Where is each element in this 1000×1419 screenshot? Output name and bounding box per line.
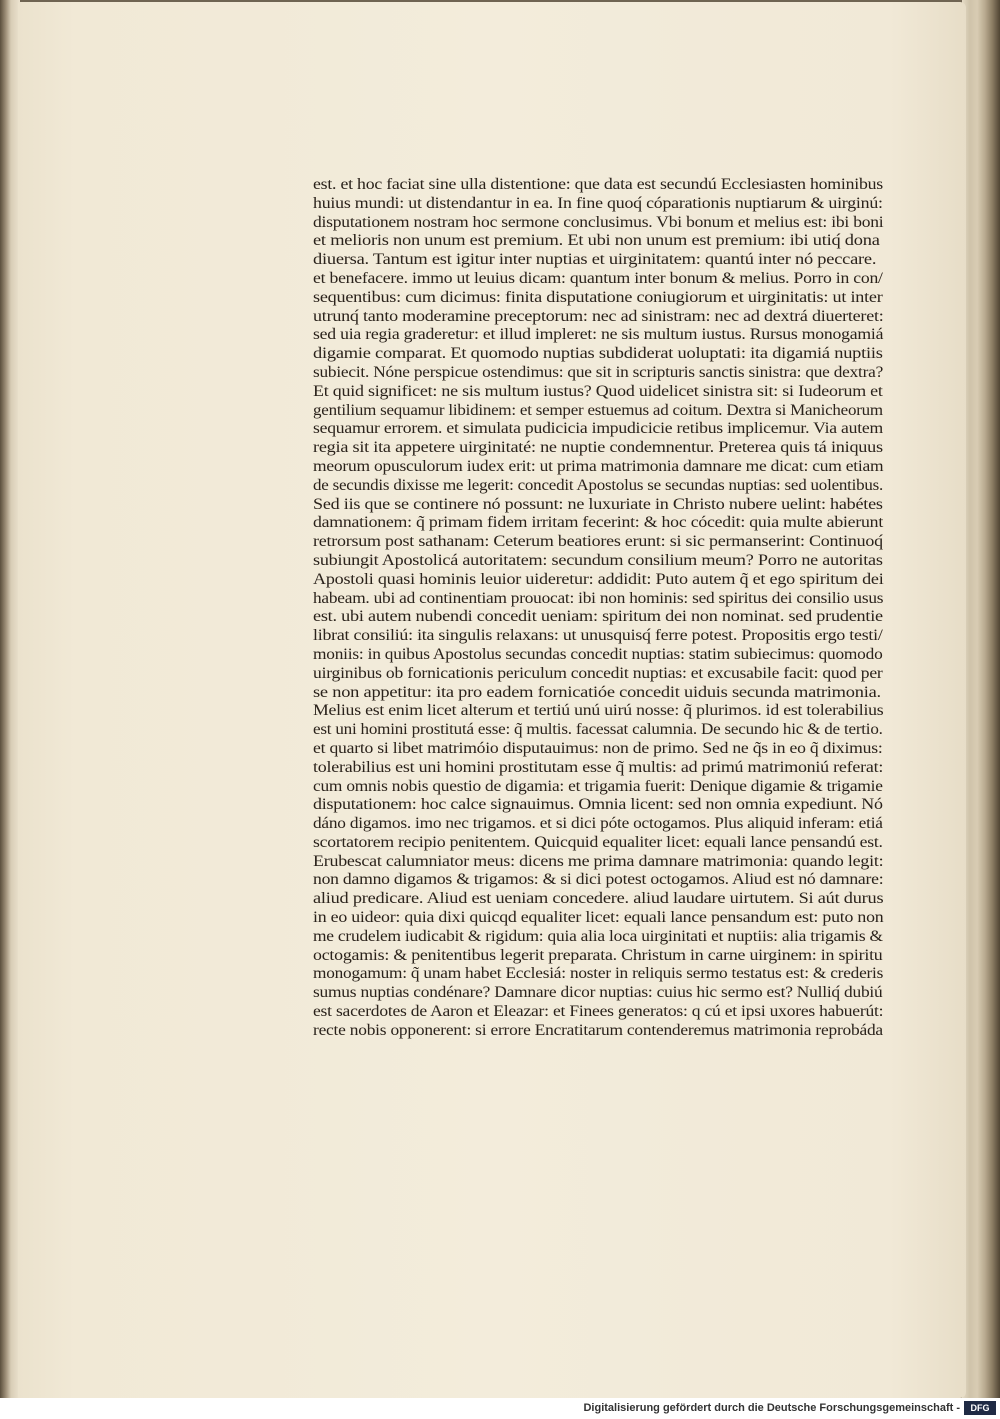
text-line: sed uia regia graderetur: et illud impleret: ne sis multum iustus. Rursus monogamiá <box>313 326 884 344</box>
text-line: tolerabilius est uni homini prostitutam esse q̃ multis: ad primú matrimoniú referat: <box>313 758 884 776</box>
footer-bar <box>0 1398 1000 1419</box>
text-line: disputationem nostram hoc sermone conclusimus. Vbi bonum et melius est: ibi boni <box>313 213 884 231</box>
text-line: sequentibus: cum dicimus: finita disputatione coniugiorum et uirginitatis: ut inter <box>313 288 883 306</box>
text-line: librat consiliú: ita singulis relaxans: ut unusquisq́ ferre potest. Propositis ergo testi/ <box>313 627 883 645</box>
text-line: Sed iis que se continere nó possunt: ne luxuriate in Christo nubere uelint: habétes <box>313 495 883 513</box>
text-line: monogamum: q̃ unam habet Ecclesiá: noster in reliquis sermo testatus est: & crederis <box>313 965 884 983</box>
text-line: et melioris non unum est premium. Et ubi non unum est premium: ibi utiq́ dona <box>313 232 880 250</box>
text-line: disputationem: hoc calce signauimus. Omnia licent: sed non omnia expediunt. Nó <box>313 796 883 814</box>
stacked-page-edges-left <box>0 0 20 1398</box>
text-line: scortatorem recipio penitentem. Quicquid equaliter licet: equali lance pensandú est. <box>313 833 883 851</box>
text-line: Erubescat calumniator meus: dicens me prima damnare matrimonia: quando legit: <box>313 852 884 870</box>
text-line: uirginibus ob fornicationis periculum concedit nuptias: et excusabile facit: quod per <box>313 664 883 682</box>
text-line: subiecit. Nóne perspicue ostendimus: que sit in scripturis sanctis sinistra: que dextra? <box>313 363 884 381</box>
dfg-logo: DFG <box>964 1401 996 1415</box>
page-text <box>313 176 883 1041</box>
footer-credit: Digitalisierung gefördert durch die Deutsche Forschungsgemeinschaft - <box>583 1402 960 1414</box>
text-line: cum omnis nobis questio de digamia: et trigamia fuerit: Denique digamie & trigamie <box>313 777 883 795</box>
text-line: me crudelem iudicabit & rigidum: quia alia loca uirginitati et nuptiis: alia trigamis & <box>313 927 883 945</box>
text-line: sequamur errorem. et simulata pudicicia impudicicie retibus implicemur. Via autem <box>313 420 883 438</box>
text-line: dáno digamos. imo nec trigamos. et si dici póte octogamos. Plus aliquid inferam: etiá <box>313 815 883 833</box>
text-line: huius mundi: ut distendantur in ea. In fine quoq́ cóparationis nuptiarum & uirginú: <box>313 194 883 212</box>
text-line: in eo uideor: quia dixi quicqd equaliter licet: equali lance pensandum est: puto non <box>313 909 884 927</box>
text-line: et benefacere. immo ut leuius dicam: quantum inter bonum & melius. Porro in con/ <box>313 269 883 287</box>
text-line: retrorsum post sathanam: Ceterum beatiores erunt: si sic permanserint: Continuoq́ <box>313 533 883 551</box>
text-line: sumus nuptias condénare? Damnare dicor nuptias: cuius hic sermo est? Nulliq́ dubiú <box>313 984 883 1002</box>
text-line: Apostoli quasi hominis leuior uideretur: addidit: Puto autem q̃ et ego spiritum dei <box>313 570 884 588</box>
text-line: est uni homini prostitutá esse: q̃ multis. facessat calumnia. De secundo hic & de tertio. <box>313 721 883 739</box>
text-line: meorum opusculorum iudex erit: ut prima matrimonia damnare me dicat: cum etiam <box>313 457 884 475</box>
text-line: octogamis: & penitentibus legerit preparata. Christum in carne uirginem: in spiritu <box>313 946 883 964</box>
text-line: est sacerdotes de Aaron et Eleazar: et Finees generatos: q cú et ipsi uxores habuerút: <box>313 1003 884 1021</box>
text-line: recte nobis opponerent: si errore Encratitarum contenderemus matrimonia reprobáda <box>313 1021 883 1039</box>
text-line: diuersa. Tantum est igitur inter nuptias et uirginitatem: quantú inter nó peccare. <box>313 251 877 269</box>
text-line: damnationem: q̃ primam fidem irritam fecerint: & hoc cócedit: quia multe abierunt <box>313 514 884 532</box>
text-line: regia sit ita appetere uirginitaté: ne nuptie condemnentur. Preterea quis tá iniquus <box>313 439 883 457</box>
text-line: et quarto si libet matrimóio disputauimus: non de primo. Sed ne q̃s in eo q̃ diximus: <box>313 739 883 757</box>
text-line: non damno digamos & trigamos: & si dici potest octogamos. Aliud est nó damnare: <box>313 871 884 889</box>
text-line: est. et hoc faciat sine ulla distentione: que data est secundú Ecclesiasten hominibus <box>313 176 883 193</box>
text-line: Melius est enim licet alterum et tertiú unú uirú nosse: q̃ plurimos. id est tolerabilius <box>313 702 884 720</box>
text-line: digamie comparat. Et quomodo nuptias subdiderat uoluptati: ita digamiá nuptiis <box>313 345 883 363</box>
text-line: gentilium sequamur libidinem: et semper estuemus ad coitum. Dextra si Manicheorum <box>313 401 883 419</box>
text-line: aliud predicare. Aliud est ueniam concedere. aliud laudare uirtutem. Si aút durus <box>313 890 884 908</box>
text-line: moniis: in quibus Apostolus secundas concedit nuptias: statim subiecimus: quomodo <box>313 645 883 663</box>
text-line: se non appetitur: ita pro eadem fornicatióe concedit uiduis secunda matrimonia. <box>313 683 881 701</box>
text-line: utrunq́ tanto moderamine preceptorum: nec ad sinistram: nec ad dextrá diuerteret: <box>313 307 884 325</box>
text-line: est. ubi autem nubendi concedit ueniam: spiritum dei non nominat. sed prudentie <box>313 608 883 626</box>
text-line: subiungit Apostolicá autoritatem: secundum consilium meum? Porro ne autoritas <box>313 551 883 569</box>
text-line: habeam. ubi ad continentiam prouocat: ibi non hominis: sed spiritus dei consilio usus <box>313 589 884 607</box>
text-line: Et quid significet: ne sis multum iustus? Quod uidelicet sinistra sit: si Iudeorum et <box>313 382 883 400</box>
text-line: de secundis dixisse me legerit: concedit Apostolus se secundas nuptias: sed uolentibus. <box>313 476 884 494</box>
